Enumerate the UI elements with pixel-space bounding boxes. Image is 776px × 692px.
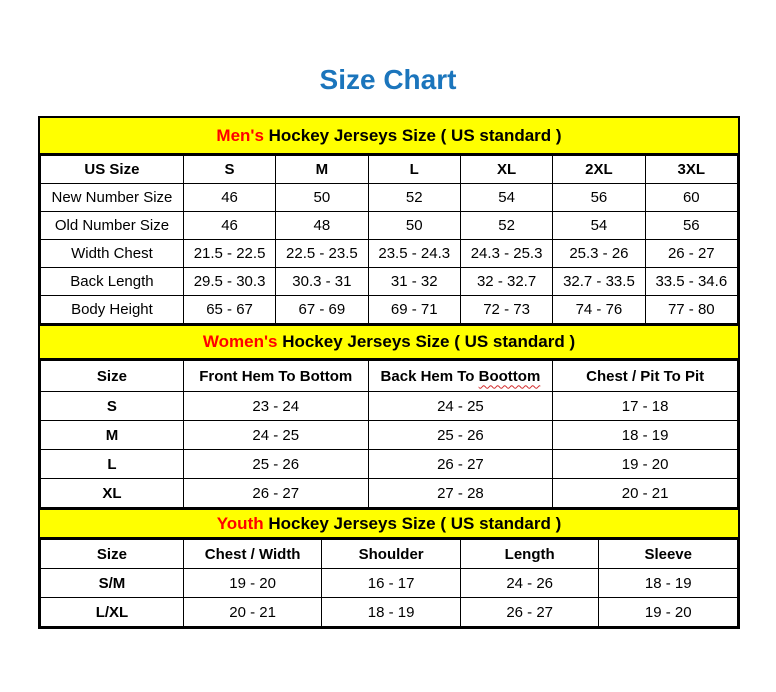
womens-column-header [368,361,553,392]
youth-column-header: Sleeve [599,540,738,569]
data-cell: 25 - 26 [183,450,368,479]
data-cell: 60 [645,184,737,212]
section-band-text: Hockey Jerseys Size ( US standard ) [263,125,562,145]
data-cell: 72 - 73 [460,296,552,324]
table-row [41,479,738,508]
data-cell: 33.5 - 34.6 [645,268,737,296]
mens-column-header: S [183,156,275,184]
row-label-cell: L [41,450,184,479]
table-row [41,598,738,627]
mens-column-header: M [276,156,368,184]
size-chart-table [38,116,740,629]
data-cell: 26 - 27 [645,240,737,268]
data-cell: 23.5 - 24.3 [368,240,460,268]
womens-column-header: Chest / Pit To Pit [553,361,738,392]
section-band-text: Hockey Jerseys Size ( US standard ) [263,513,562,533]
data-cell: 54 [460,184,552,212]
section-band-highlight: Youth [216,513,264,533]
data-cell: 27 - 28 [368,479,553,508]
section-band-womens [40,324,738,360]
data-cell: 26 - 27 [460,598,599,627]
womens-size-table [40,360,738,508]
mens-header-row [41,156,738,184]
row-label-cell: Width Chest [41,240,184,268]
data-cell: 48 [276,212,368,240]
mens-column-header: 2XL [553,156,645,184]
data-cell: 56 [553,184,645,212]
data-cell: 26 - 27 [368,450,553,479]
table-row [41,184,738,212]
data-cell: 50 [276,184,368,212]
youth-column-header: Shoulder [322,540,461,569]
womens-header-row [41,361,738,392]
row-label-cell: XL [41,479,184,508]
data-cell: 32 - 32.7 [460,268,552,296]
data-cell: 16 - 17 [322,569,461,598]
data-cell: 74 - 76 [553,296,645,324]
data-cell: 25.3 - 26 [553,240,645,268]
data-cell: 32.7 - 33.5 [553,268,645,296]
table-row [41,569,738,598]
data-cell: 22.5 - 23.5 [276,240,368,268]
mens-column-header: L [368,156,460,184]
data-cell: 19 - 20 [553,450,738,479]
data-cell: 24.3 - 25.3 [460,240,552,268]
table-row [41,240,738,268]
data-cell: 20 - 21 [183,598,322,627]
data-cell: 46 [183,212,275,240]
section-band-mens [40,118,738,155]
data-cell: 77 - 80 [645,296,737,324]
table-row [41,421,738,450]
data-cell: 18 - 19 [322,598,461,627]
section-band-highlight: Men's [216,125,264,145]
row-label-cell: L/XL [41,598,184,627]
womens-column-header: Size [41,361,184,392]
data-cell: 18 - 19 [553,421,738,450]
youth-column-header: Length [460,540,599,569]
data-cell: 26 - 27 [183,479,368,508]
youth-column-header: Chest / Width [183,540,322,569]
column-header-text: Back Hem To [380,367,479,385]
womens-column-header: Front Hem To Bottom [183,361,368,392]
youth-size-table [40,539,738,627]
data-cell: 20 - 21 [553,479,738,508]
row-label-cell: S [41,392,184,421]
page-title: Size Chart [319,64,457,95]
data-cell: 23 - 24 [183,392,368,421]
data-cell: 50 [368,212,460,240]
data-cell: 19 - 20 [183,569,322,598]
data-cell: 19 - 20 [599,598,738,627]
data-cell: 52 [368,184,460,212]
data-cell: 24 - 25 [368,392,553,421]
row-label-cell: Old Number Size [41,212,184,240]
data-cell: 24 - 25 [183,421,368,450]
mens-column-header: 3XL [645,156,737,184]
section-band-youth [40,508,738,539]
mens-column-header: US Size [41,156,184,184]
data-cell: 54 [553,212,645,240]
section-band-highlight: Women's [202,332,278,351]
data-cell: 56 [645,212,737,240]
youth-column-header: Size [41,540,184,569]
data-cell: 52 [460,212,552,240]
data-cell: 31 - 32 [368,268,460,296]
table-row [41,296,738,324]
data-cell: 17 - 18 [553,392,738,421]
data-cell: 21.5 - 22.5 [183,240,275,268]
row-label-cell: M [41,421,184,450]
table-row [41,450,738,479]
table-row [41,392,738,421]
row-label-cell: S/M [41,569,184,598]
table-row [41,268,738,296]
row-label-cell: Body Height [41,296,184,324]
row-label-cell: New Number Size [41,184,184,212]
data-cell: 67 - 69 [276,296,368,324]
section-band-text: Hockey Jerseys Size ( US standard ) [277,332,576,351]
misspelled-word-squiggle: Boottom [478,367,541,385]
data-cell: 29.5 - 30.3 [183,268,275,296]
data-cell: 46 [183,184,275,212]
data-cell: 65 - 67 [183,296,275,324]
row-label-cell: Back Length [41,268,184,296]
data-cell: 25 - 26 [368,421,553,450]
data-cell: 24 - 26 [460,569,599,598]
data-cell: 30.3 - 31 [276,268,368,296]
data-cell: 18 - 19 [599,569,738,598]
mens-size-table [40,155,738,324]
youth-header-row [41,540,738,569]
table-row [41,212,738,240]
mens-column-header: XL [460,156,552,184]
data-cell: 69 - 71 [368,296,460,324]
